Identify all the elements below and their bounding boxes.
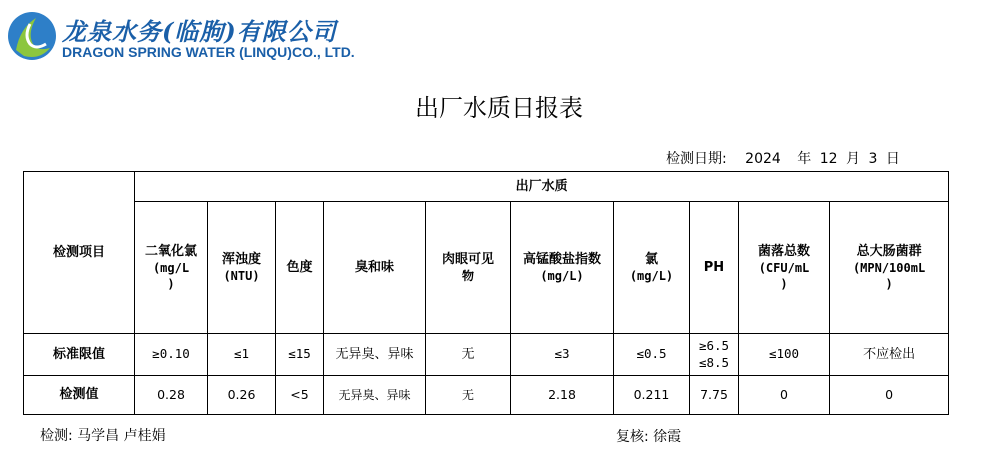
column-header [276,202,324,334]
table-cell [426,334,511,376]
cell-value: <5 [290,386,309,402]
table-cell [324,376,426,415]
column-header-unit: ) [780,277,788,292]
table-cell [614,334,690,376]
table-cell [830,376,949,415]
cell-value: 0.211 [633,386,670,402]
date-day: 3 [868,151,878,167]
column-header-name: PH [703,259,725,275]
column-header-name: 肉眼可见 [441,251,494,267]
column-header [739,202,830,334]
column-header-name: 总大肠菌群 [856,243,922,259]
date-month: 12 [819,151,838,167]
date-year: 2024 [745,151,781,167]
date-label: 检测日期: [666,151,727,167]
cell-value: ≤3 [554,346,570,362]
table-cell [739,334,830,376]
row-label: 标准限值 [24,334,135,376]
table-cell [135,334,208,376]
cell-value: 无 [461,387,474,402]
cell-value: 0 [885,386,894,402]
table-cell [690,334,739,376]
row-label: 检测值 [24,376,135,415]
table-cell [511,376,614,415]
table-cell [276,334,324,376]
cell-value: ≤1 [233,346,250,362]
cell-value: 无 [461,346,475,362]
column-header-name: 臭和味 [354,259,394,275]
column-header-unit: (mg/L) [629,269,674,284]
inspector-names: 马学昌 卢桂娟 [77,428,166,444]
column-header-unit: (CFU/mL [758,261,810,276]
cell-value: 0.28 [157,386,185,402]
table-cell [739,376,830,415]
column-header-unit: 物 [461,269,474,284]
date-month-unit: 月 [846,151,860,167]
cell-value: ≤15 [288,346,311,362]
table-cell [276,376,324,415]
date-day-unit: 日 [885,151,900,167]
cell-value: ≤0.5 [636,346,667,362]
reviewer-name: 徐霞 [653,429,682,445]
column-header-name: 浑浊度 [221,251,261,267]
table-cell [208,334,276,376]
column-header [208,202,276,334]
cell-value: 不应检出 [863,346,916,362]
column-header-name: 高锰酸盐指数 [522,251,601,267]
cell-value: 无异臭、异味 [338,387,411,402]
date-year-unit: 年 [797,151,812,167]
column-header-unit: ) [167,277,175,292]
company-name-cn: 龙泉水务(临朐)有限公司 [62,17,337,46]
column-header [324,202,426,334]
table-cell [830,334,949,376]
table-cell [426,376,511,415]
column-header [511,202,614,334]
cell-value: 0 [780,386,788,402]
cell-value: ≤100 [768,346,800,362]
column-header-name: 氯 [644,251,658,267]
column-header [614,202,690,334]
company-name-en: DRAGON SPRING WATER (LINQU)CO., LTD. [62,44,355,60]
table-row [24,334,949,376]
column-header [690,202,739,334]
table-cell [324,334,426,376]
column-header-row [24,202,949,334]
table-cell [208,376,276,415]
cell-value: 7.75 [700,386,728,402]
table-row [24,376,949,415]
cell-value: ≥6.5 [698,337,730,353]
column-header [830,202,949,334]
cell-value: ≤8.5 [698,354,730,370]
report-date [666,148,904,168]
inspector-line [40,425,166,445]
reviewer-label: 复核: [616,429,649,445]
column-header-unit: (mg/L [152,261,190,276]
company-logo-icon [6,10,58,62]
column-header-unit: (MPN/100mL [852,261,926,276]
item-header: 检测项目 [24,172,135,334]
cell-value: 2.18 [548,386,576,402]
group-header: 出厂水质 [135,172,949,202]
water-quality-table [23,171,949,415]
table-cell [135,376,208,415]
cell-value: ≥0.10 [152,346,190,362]
column-header [135,202,208,334]
cell-value: 0.26 [227,386,256,402]
reviewer-line [616,426,681,446]
column-header-unit: (NTU) [223,269,260,284]
column-header-name: 菌落总数 [757,243,810,259]
table-cell [511,334,614,376]
column-header [426,202,511,334]
table-cell [690,376,739,415]
column-header-name: 二氧化氯 [144,243,197,259]
column-header-unit: (mg/L) [540,269,584,284]
report-title: 出厂水质日报表 [415,94,583,122]
column-header-unit: ) [885,277,893,292]
cell-value: 无异臭、异味 [335,346,414,362]
inspector-label: 检测: [40,428,73,444]
column-header-name: 色度 [286,259,313,275]
table-cell [614,376,690,415]
